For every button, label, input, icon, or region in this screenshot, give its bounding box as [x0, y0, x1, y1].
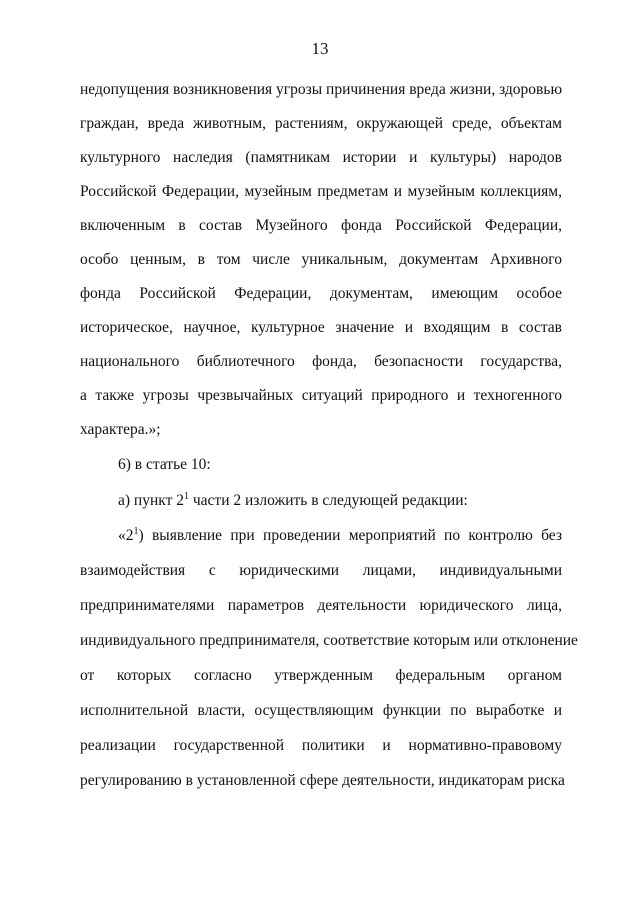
page-number: 13 [311, 39, 329, 58]
quoted-paragraph-first-line [118, 526, 562, 546]
text-line: от которых согласно утвержденным федеральным органом [80, 667, 562, 684]
text-line: культурного наследия (памятникам истории и культуры) народов [80, 149, 562, 166]
text-line: регулированию в установленной сфере деятельности, индикаторам риска [80, 772, 565, 789]
item-a-paragraph [118, 491, 562, 511]
text-line: а также угрозы чрезвычайных ситуаций природного и техногенного [80, 387, 562, 404]
text-line: недопущения возникновения угрозы причинения вреда жизни, здоровью [80, 81, 563, 98]
text-line: характера.»; [80, 421, 161, 438]
text-line: граждан, вреда животным, растениям, окружающей среде, объектам [80, 115, 562, 132]
text-line: национального библиотечного фонда, безопасности государства, [80, 353, 562, 370]
text-line: особо ценным, в том числе уникальным, документам Архивного [80, 251, 562, 268]
item-a-superscript: 1 [183, 490, 189, 502]
text-line: реализации государственной политики и нормативно-правовому [80, 737, 562, 754]
text-line: фонда Российской Федерации, документам, имеющим особое [80, 285, 562, 302]
quote-suffix: ) выявление при проведении мероприятий по контролю без [138, 527, 562, 544]
quote-superscript: 1 [133, 525, 139, 537]
text-line: Российской Федерации, музейным предметам и музейным коллекциям, [80, 183, 562, 200]
text-line: взаимодействия с юридическими лицами, индивидуальными [80, 562, 562, 579]
text-line: историческое, научное, культурное значение и входящим в состав [80, 319, 562, 336]
item-a-prefix: а) пункт 2 [118, 492, 184, 509]
item-a-suffix: части 2 изложить в следующей редакции: [188, 492, 468, 509]
text-line: предпринимателями параметров деятельности юридического лица, [80, 597, 562, 614]
text-line: исполнительной власти, осуществляющим функции по выработке и [80, 702, 562, 719]
text-line: включенным в состав Музейного фонда Российской Федерации, [80, 217, 562, 234]
text-line: индивидуального предпринимателя, соответствие которым или отклонение [80, 632, 578, 649]
section-item-6: 6) в статье 10: [118, 456, 211, 473]
quote-prefix: «2 [118, 527, 134, 544]
